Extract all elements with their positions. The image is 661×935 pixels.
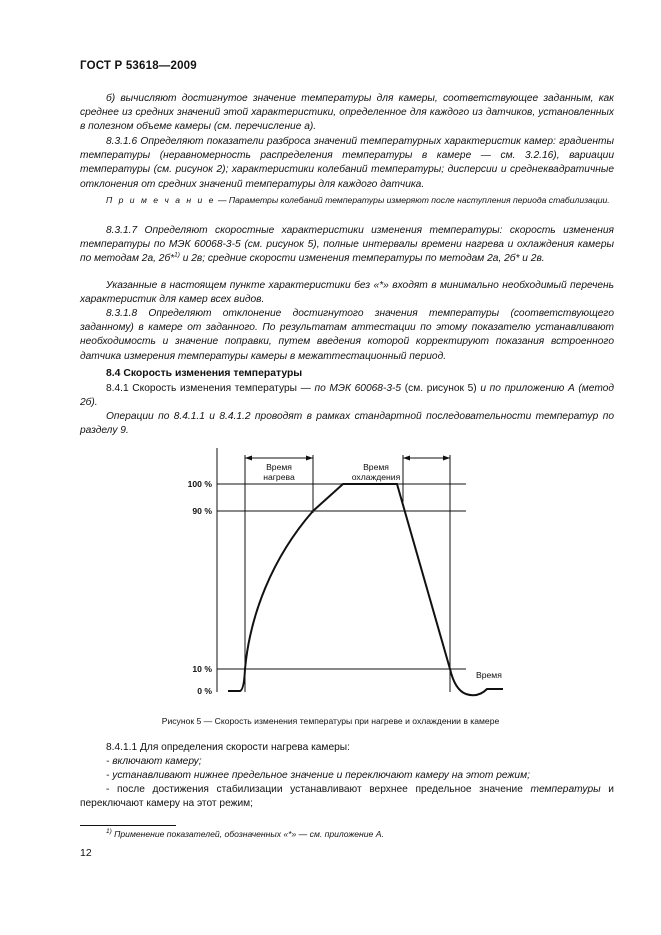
footnote-text: Применение показателей, обозначенных «*» — см. приложение А.	[111, 829, 384, 839]
p6-part-a: 8.4.1 Скорость изменения температуры —	[106, 383, 315, 394]
list-item-3	[80, 783, 614, 811]
section-heading: 8.4 Скорость изменения температуры	[106, 368, 303, 379]
document-header: ГОСТ Р 53618—2009	[80, 60, 197, 72]
cool-label-2: охлаждения	[351, 472, 401, 482]
paragraph-operations: Операции по 8.4.1.1 и 8.4.1.2 проводят в рамках стандартной последовательности температур по разделу 9.	[80, 411, 614, 437]
paragraph-8-3-1-7	[80, 224, 614, 267]
temperature-curve	[228, 484, 503, 695]
p6-part-d: и по приложению А (метод 2б).	[80, 383, 614, 409]
paragraph-note-star: Указанные в настоящем пункте характеристики без «*» входят в минимально необходимый перечень характеристик для камер всех видов.	[80, 280, 614, 306]
paragraph-8-3-1-6: 8.3.1.6 Определяют показатели разброса значений температурных характеристик камер: градиенты температуры (неравномерность распределения температуры в камере — см. 3.2.16), вариации температуры (см. рисунок 2); характеристики колебаний температуры; дисперсии и среднеквадратичные отклонения от средних значений температуры для каждого датчика.	[80, 136, 614, 190]
temperature-rate-figure	[0, 440, 661, 710]
heat-label-1: Время	[266, 462, 292, 472]
cool-label-1: Время	[363, 462, 389, 472]
note	[80, 194, 614, 206]
footnote-separator	[80, 825, 176, 826]
li3-part-a: - после достижения стабилизации устанавливают верхнее предельное значение	[106, 784, 531, 795]
p6-part-b: по МЭК 60068-3-5	[314, 383, 402, 394]
p6-part-c: (см. рисунок 5)	[401, 383, 481, 394]
paragraph-8-4-1	[80, 382, 614, 410]
footnote	[80, 829, 614, 839]
footnote-ref: 1)	[174, 252, 180, 260]
y-label-0: 0 %	[197, 686, 212, 696]
li3-part-c: и переключают камеру на этот режим;	[80, 784, 614, 810]
y-label-90: 90 %	[192, 506, 212, 516]
paragraph-8-3-1-8: 8.3.1.8 Определяют отклонение достигнутого значения температуры (соответствующего заданному) в камере от заданного. По результатам аттестации по этому показателю устанавливают необходимость и значение поправки, путем введения которой корректируют показания встроенного датчика измерения температуры камеры в межаттестационный период.	[80, 308, 614, 362]
page-number: 12	[80, 847, 92, 859]
figure-caption: Рисунок 5 — Скорость изменения температуры при нагреве и охлаждении в камере	[161, 716, 500, 726]
heat-label-2: нагрева	[263, 472, 295, 482]
p3-part-b: и 2в; средние скорости изменения температуры по методам 2а, 2б* и 2в.	[179, 253, 545, 265]
footnote-mark: 1)	[106, 828, 112, 836]
note-label: П р и м е ч а н и е	[106, 195, 216, 205]
y-label-10: 10 %	[192, 664, 212, 674]
p3-part-a: 8.3.1.7 Определяют скоростные характеристики изменения температуры: скорость изменения температуры по МЭК 60068-3-5 (см. рисунок 5), полные интервалы времени нагрева и охлаждения камеры по методам 2а, 2б*	[80, 225, 614, 265]
list-item-1: - включают камеру;	[106, 756, 202, 767]
y-label-100: 100 %	[187, 479, 212, 489]
li3-part-b: температуры	[530, 784, 601, 795]
list-item-2: - устанавливают нижнее предельное значение и переключают камеру на этот режим;	[106, 770, 530, 781]
note-text: — Параметры колебаний температуры измеряют после наступления периода стабилизации.	[215, 195, 610, 205]
paragraph-b: б) вычисляют достигнутое значение температуры для камеры, соответствующее заданным, как среднее из средних значений этой характеристики, определенное для каждого из датчиков, установленных в полезном объеме камеры (см. перечисление а).	[80, 93, 614, 133]
paragraph-8-4-1-1: 8.4.1.1 Для определения скорости нагрева камеры:	[106, 742, 350, 753]
x-axis-label: Время	[476, 670, 502, 680]
